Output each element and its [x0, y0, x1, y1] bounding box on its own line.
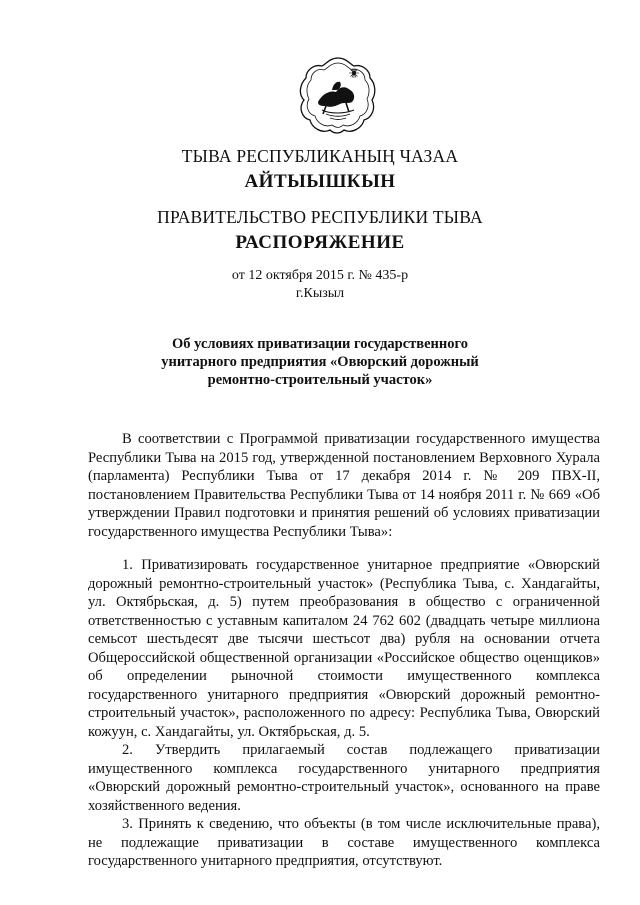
tuva-coat-of-arms-icon [296, 54, 380, 138]
document-title-line: ремонтно-строительный участок» [207, 372, 433, 388]
document-title-line: унитарного предприятия «Овюрский дорожный [161, 354, 479, 370]
resolution-item: 2. Утвердить прилагаемый состав подлежащего приватизации имущественного комплекса государственного унитарного предприятия «Овюрский дорожный ремонтно-строительный участок», основанного на праве хозяйственного ведения. [88, 742, 600, 814]
russian-document-type: РАСПОРЯЖЕНИЕ [235, 232, 405, 253]
tuvan-document-type: АЙТЫЫШКЫН [244, 171, 396, 192]
russian-government-name: ПРАВИТЕЛЬСТВО РЕСПУБЛИКИ ТЫВА [157, 207, 483, 227]
resolution-items [88, 556, 600, 871]
document-city: г.Кызыл [295, 286, 345, 301]
preamble-paragraph [88, 430, 600, 541]
resolution-item: 1. Приватизировать государственное унитарное предприятие «Овюрский дорожный ремонтно-строительный участок» (Республика Тыва, с. Хандагайты, ул. Октябрьская, д. 5) путем преобразования в общество с ограниченной ответственностью с уставным капиталом 24 762 602 (двадцать четыре миллиона семьсот шестьдесят две тысячи шестьсот два) рубля на основании отчета Общероссийской общественной организации «Российское общество оценщиков» об определении рыночной стоимости имущественного комплекса государственного унитарного предприятия «Овюрский дорожный ремонтно-строительный участок», расположенного по адресу: Республика Тыва, Овюрский кожуун, с. Хандагайты, ул. Октябрьская, д. 5. [88, 557, 600, 740]
tuvan-government-name: ТЫВА РЕСПУБЛИКАНЫҢ ЧАЗАА [181, 146, 459, 166]
preamble-text: В соответствии с Программой приватизации государственного имущества Республики Тыва на 2015 год, утвержденной постановлением Верховного Хурала (парламента) Республики Тыва от 17 декабря 2014 г. № 209 ПВХ-II, постановлением Правительства Республики Тыва от 14 ноября 2011 г. № 669 «Об утверждении Правил подготовки и принятия решений об условиях приватизации государственного имущества Республики Тыва»: [88, 431, 600, 540]
document-date-number: от 12 октября 2015 г. № 435-р [231, 268, 409, 283]
resolution-item: 3. Принять к сведению, что объекты (в том числе исключительные права), не подлежащие приватизации в составе имущественного комплекса государственного унитарного предприятия, отсутствуют. [88, 816, 600, 869]
document-title-line: Об условиях приватизации государственного [171, 336, 468, 352]
